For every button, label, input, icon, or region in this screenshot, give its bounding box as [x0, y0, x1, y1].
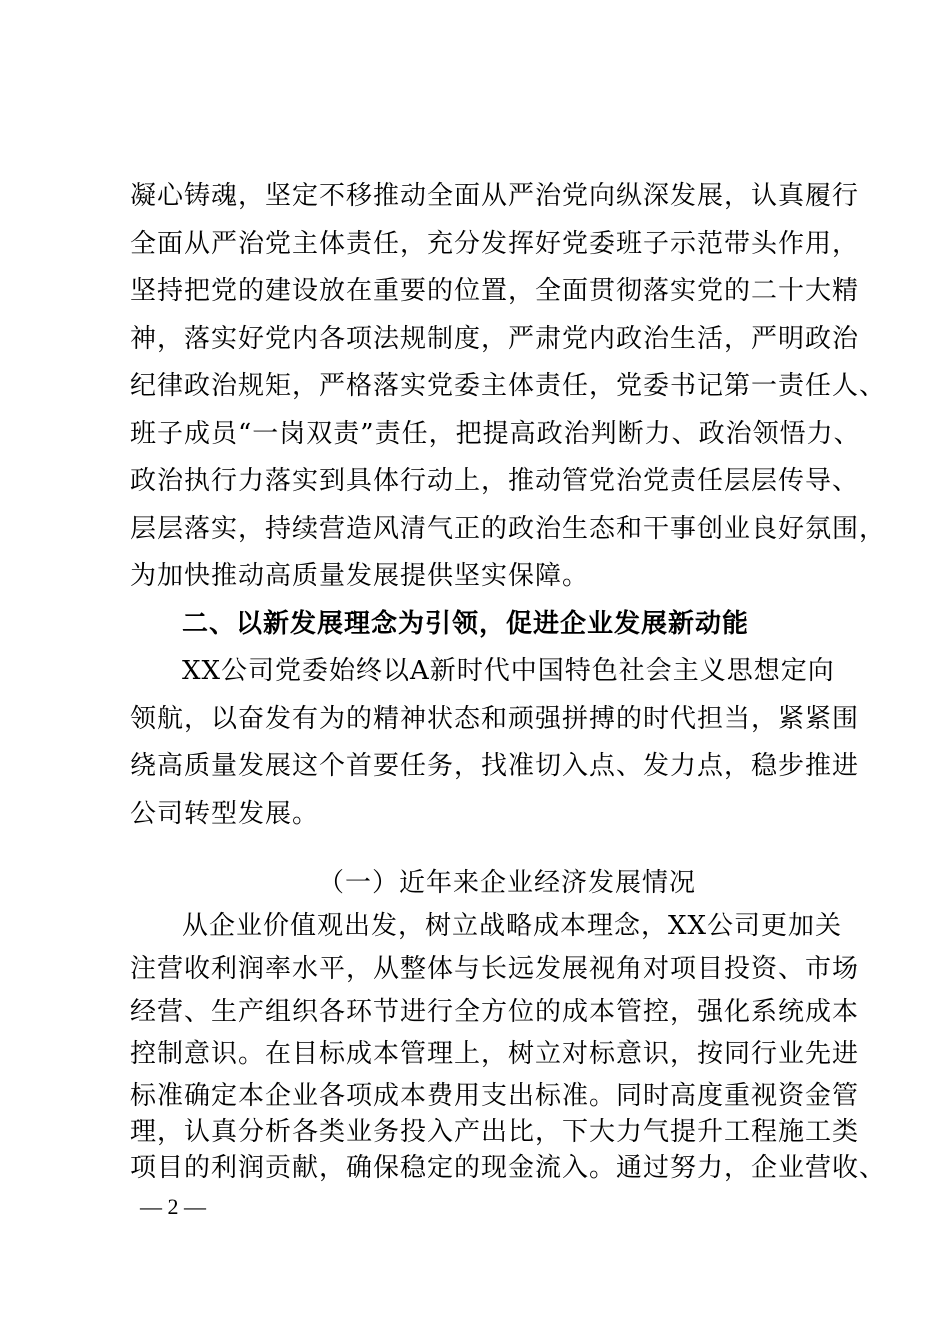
paragraph-1-line-5: 纪律政治规矩，严格落实党委主体责任，党委书记第一责任人、: [130, 371, 887, 401]
paragraph-3-line-1: 从企业价值观出发，树立战略成本理念，XX公司更加关: [182, 911, 843, 941]
paragraph-1-line-6: 班子成员“一岗双责”责任，把提高政治判断力、政治领悟力、: [130, 419, 861, 449]
paragraph-3-line-4: 控制意识。在目标成本管理上，树立对标意识，按同行业先进: [130, 1039, 860, 1069]
paragraph-2-line-2: 领航，以奋发有为的精神状态和顽强拼搏的时代担当，紧紧围: [130, 704, 860, 734]
paragraph-1-line-7: 政治执行力落实到具体行动上，推动管党治党责任层层传导、: [130, 466, 860, 496]
paragraph-2-line-4: 公司转型发展。: [130, 799, 320, 829]
paragraph-1-line-4: 神，落实好党内各项法规制度，严肃党内政治生活，严明政治: [130, 324, 860, 354]
section-heading: 二、以新发展理念为引领，促进企业发展新动能: [182, 609, 750, 639]
subsection-heading: （一）近年来企业经济发展情况: [318, 868, 697, 898]
paragraph-3-line-3: 经营、生产组织各环节进行全方位的成本管控，强化系统成本: [130, 997, 860, 1027]
paragraph-3-line-2: 注营收利润率水平，从整体与长远发展视角对项目投资、市场: [130, 954, 860, 984]
paragraph-2-line-3: 绕高质量发展这个首要任务，找准切入点、发力点，稳步推进: [130, 751, 860, 781]
paragraph-3-line-7: 项目的利润贡献，确保稳定的现金流入。通过努力，企业营收、: [130, 1153, 887, 1183]
paragraph-1-line-1: 凝心铸魂，坚定不移推动全面从严治党向纵深发展，认真履行: [130, 181, 860, 211]
paragraph-3-line-6: 理，认真分析各类业务投入产出比，下大力气提升工程施工类: [130, 1117, 860, 1147]
paragraph-2-line-1: XX公司党委始终以A新时代中国特色社会主义思想定向: [182, 656, 835, 686]
page-number: — 2 —: [140, 1194, 206, 1219]
paragraph-1-line-2: 全面从严治党主体责任，充分发挥好党委班子示范带头作用，: [130, 229, 860, 259]
paragraph-1-line-3: 坚持把党的建设放在重要的位置，全面贯彻落实党的二十大精: [130, 276, 860, 306]
paragraph-1-line-9: 为加快推动高质量发展提供坚实保障。: [130, 561, 590, 591]
paragraph-1-line-8: 层层落实，持续营造风清气正的政治生态和干事创业良好氛围，: [130, 514, 887, 544]
paragraph-3-line-5: 标准确定本企业各项成本费用支出标准。同时高度重视资金管: [130, 1081, 860, 1111]
